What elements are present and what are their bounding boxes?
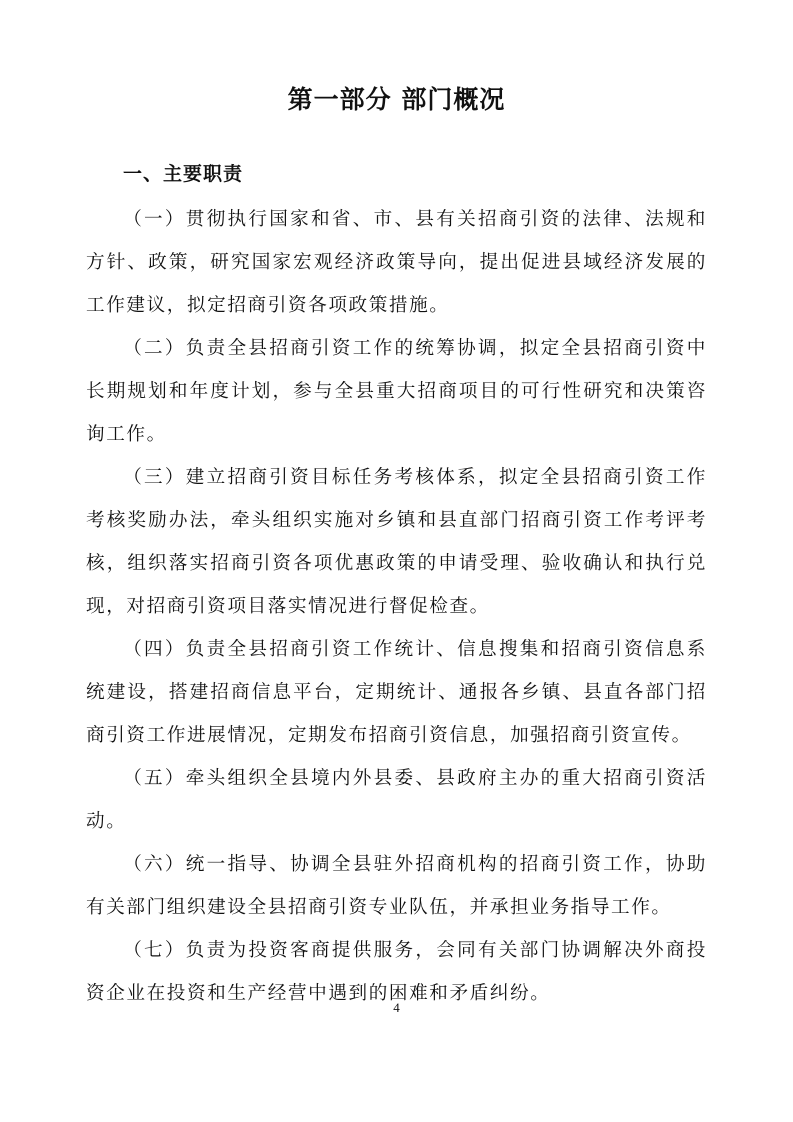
paragraph-7: （七）负责为投资客商提供服务，会同有关部门协调解决外商投资企业在投资和生产经营中遇到的困难和矛盾纠纷。	[86, 940, 707, 1004]
page-number: 4	[393, 1000, 400, 1015]
section-heading: 一、主要职责	[123, 163, 244, 185]
document-body	[86, 198, 707, 1015]
paragraph-6: （六）统一指导、协调全县驻外招商机构的招商引资工作，协助有关部门组织建设全县招商引资专业队伍，并承担业务指导工作。	[86, 854, 707, 918]
paragraph-2: （二）负责全县招商引资工作的统筹协调，拟定全县招商引资中长期规划和年度计划，参与全县重大招商项目的可行性研究和决策咨询工作。	[86, 338, 707, 445]
paragraph-5: （五）牵头组织全县境内外县委、县政府主办的重大招商引资活动。	[86, 768, 707, 832]
paragraph-4: （四）负责全县招商引资工作统计、信息搜集和招商引资信息系统建设，搭建招商信息平台，定期统计、通报各乡镇、县直各部门招商引资工作进展情况，定期发布招商引资信息，加强招商引资宣传。	[86, 639, 707, 746]
paragraph-1: （一）贯彻执行国家和省、市、县有关招商引资的法律、法规和方针、政策，研究国家宏观经济政策导向，提出促进县域经济发展的工作建议，拟定招商引资各项政策措施。	[86, 209, 707, 316]
paragraph-3: （三）建立招商引资目标任务考核体系，拟定全县招商引资工作考核奖励办法，牵头组织实施对乡镇和县直部门招商引资工作考评考核，组织落实招商引资各项优惠政策的申请受理、验收确认和执行兑现，对招商引资项目落实情况进行督促检查。	[86, 467, 707, 617]
page-title: 第一部分 部门概况	[287, 85, 506, 114]
